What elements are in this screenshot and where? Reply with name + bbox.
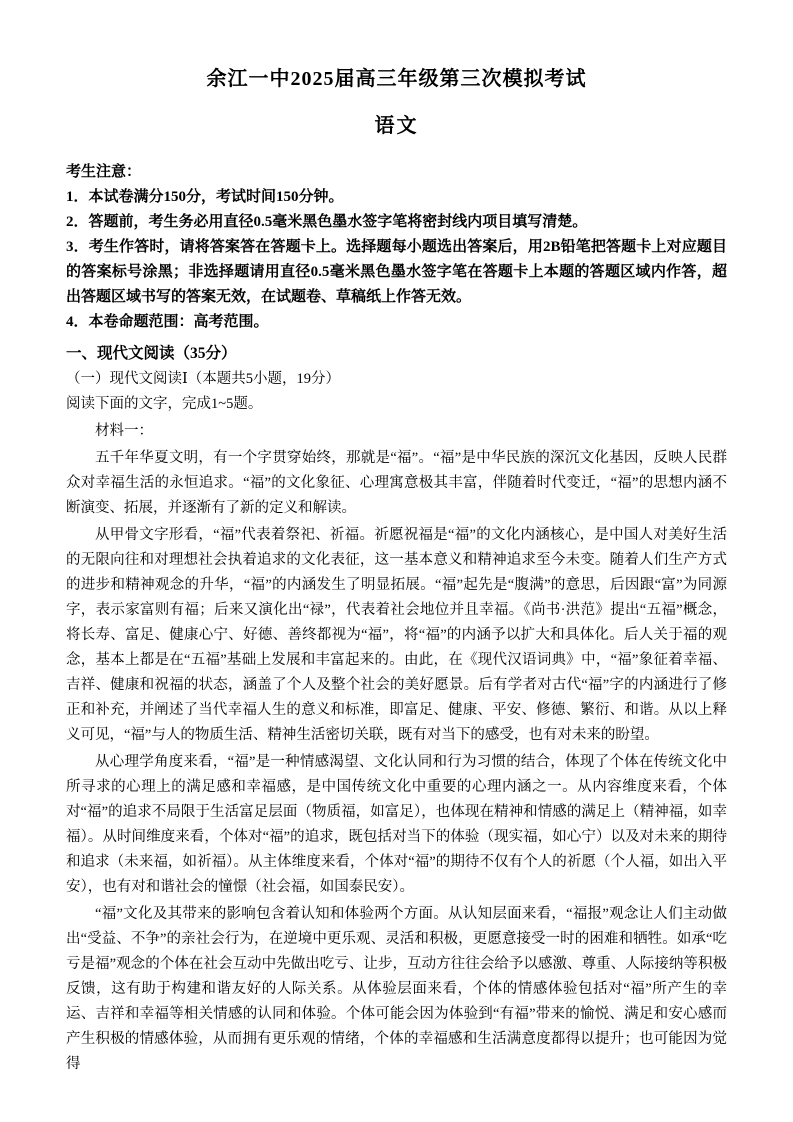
material-paragraph-2: 从甲骨文字形看，“福”代表着祭祀、祈福。祈愿祝福是“福”的文化内涵核心，是中国人对美好生活的无限向往和对理想社会执着追求的文化表征，这一基本意义和精神追求至今未变。随着人们生产方式的进步和精神观念的升华，“福”的内涵发生了明显拓展。“福”起先是“腹满”的意思，后因跟“富”为同源字，表示家富则有福；后来又演化出“禄”，代表着社会地位并且幸福。《尚书·洪范》提出“五福”概念，将长寿、富足、健康心宁、好德、善终都视为“福”，将“福”的内涵予以扩大和具体化。后人关于福的观念，基本上都是在“五福”基础上发展和丰富起来的。由此，在《现代汉语词典》中，“福”象征着幸福、吉祥、健康和祝福的状态，涵盖了个人及整个社会的美好愿景。后有学者对古代“福”字的内涵进行了修正和补充，并阐述了当代幸福人生的意义和标准，即富足、健康、平安、修德、繁衍、和谐。从以上释义可见，“福”与人的物质生活、精神生活密切关联，既有对当下的感受，也有对未来的盼望。 xyxy=(66,527,727,743)
exam-title: 余江一中2025届高三年级第三次模拟考试 xyxy=(206,68,587,90)
material-paragraph-3: 从心理学角度来看，“福”是一种情感渴望、文化认同和行为习惯的结合，体现了个体在传统文化中所寻求的心理上的满足感和幸福感，是中国传统文化中重要的心理内涵之一。从内容维度来看，个体对“福”的追求不局限于生活富足层面（物质福，如富足），也体现在精神和情感的满足上（精神福，如幸福）。从时间维度来看，个体对“福”的追求，既包括对当下的体验（现实福，如心宁）以及对未来的期待和追求（未来福，如祈福）。从主体维度来看，个体对“福”的期待不仅有个人的祈愿（个人福，如出入平安），也有对和谐社会的憧憬（社会福，如国泰民安）。 xyxy=(66,754,727,895)
reading-instruction: 阅读下面的文字，完成1~5题。 xyxy=(66,396,263,412)
notice-item-2: 2．答题前，考生务必用直径0.5毫米黑色墨水签字笔将密封线内项目填写清楚。 xyxy=(66,214,588,230)
material-paragraph-1: 五千年华夏文明，有一个字贯穿始终，那就是“福”。“福”是中华民族的深沉文化基因，反映人民群众对幸福生活的永恒追求。“福”的文化象征、心理寓意极其丰富，伴随着时代变迁，“福”的思想内涵不断演变、拓展，并逐渐有了新的定义和解读。 xyxy=(66,450,727,516)
notice-item-3: 3．考生作答时，请将答案答在答题卡上。选择题每小题选出答案后，用2B铅笔把答题卡上对应题目的答案标号涂黑；非选择题请用直径0.5毫米黑色墨水签字笔在答题卡上本题的答题区域内作答，超出答题区域书写的答案无效，在试题卷、草稿纸上作答无效。 xyxy=(66,239,727,305)
notice-heading: 考生注意： xyxy=(66,164,142,180)
section-heading: 一、现代文阅读（35分） xyxy=(66,345,237,362)
subject-title: 语文 xyxy=(374,115,419,137)
notice-item-1: 1．本试卷满分150分，考试时间150分钟。 xyxy=(66,189,344,205)
material-label: 材料一： xyxy=(95,423,153,439)
section-subheading: （一）现代文阅读Ⅰ（本题共5小题，19分） xyxy=(66,371,340,387)
material-paragraph-4: “福”文化及其带来的影响包含着认知和体验两个方面。从认知层面来看，“福报”观念让人们主动做出“受益、不争”的亲社会行为，在逆境中更乐观、灵活和积极，更愿意接受一时的困难和牺牲。如承“吃亏是福”观念的个体在社会互动中先做出吃亏、让步，互动方往往会给予以感激、尊重、人际接纳等积极反馈，这有助于构建和谐友好的人际关系。从体验层面来看，个体的情感体验包括对“福”所产生的幸运、吉祥和幸福等相关情感的认同和体验。个体可能会因为体验到“有福”带来的愉悦、满足和安心感而产生积极的情感体验，从而拥有更乐观的情绪，个体的幸福感和生活满意度都得以提升；也可能因为觉得 xyxy=(66,906,727,1072)
notice-item-4: 4．本卷命题范围：高考范围。 xyxy=(66,314,269,330)
